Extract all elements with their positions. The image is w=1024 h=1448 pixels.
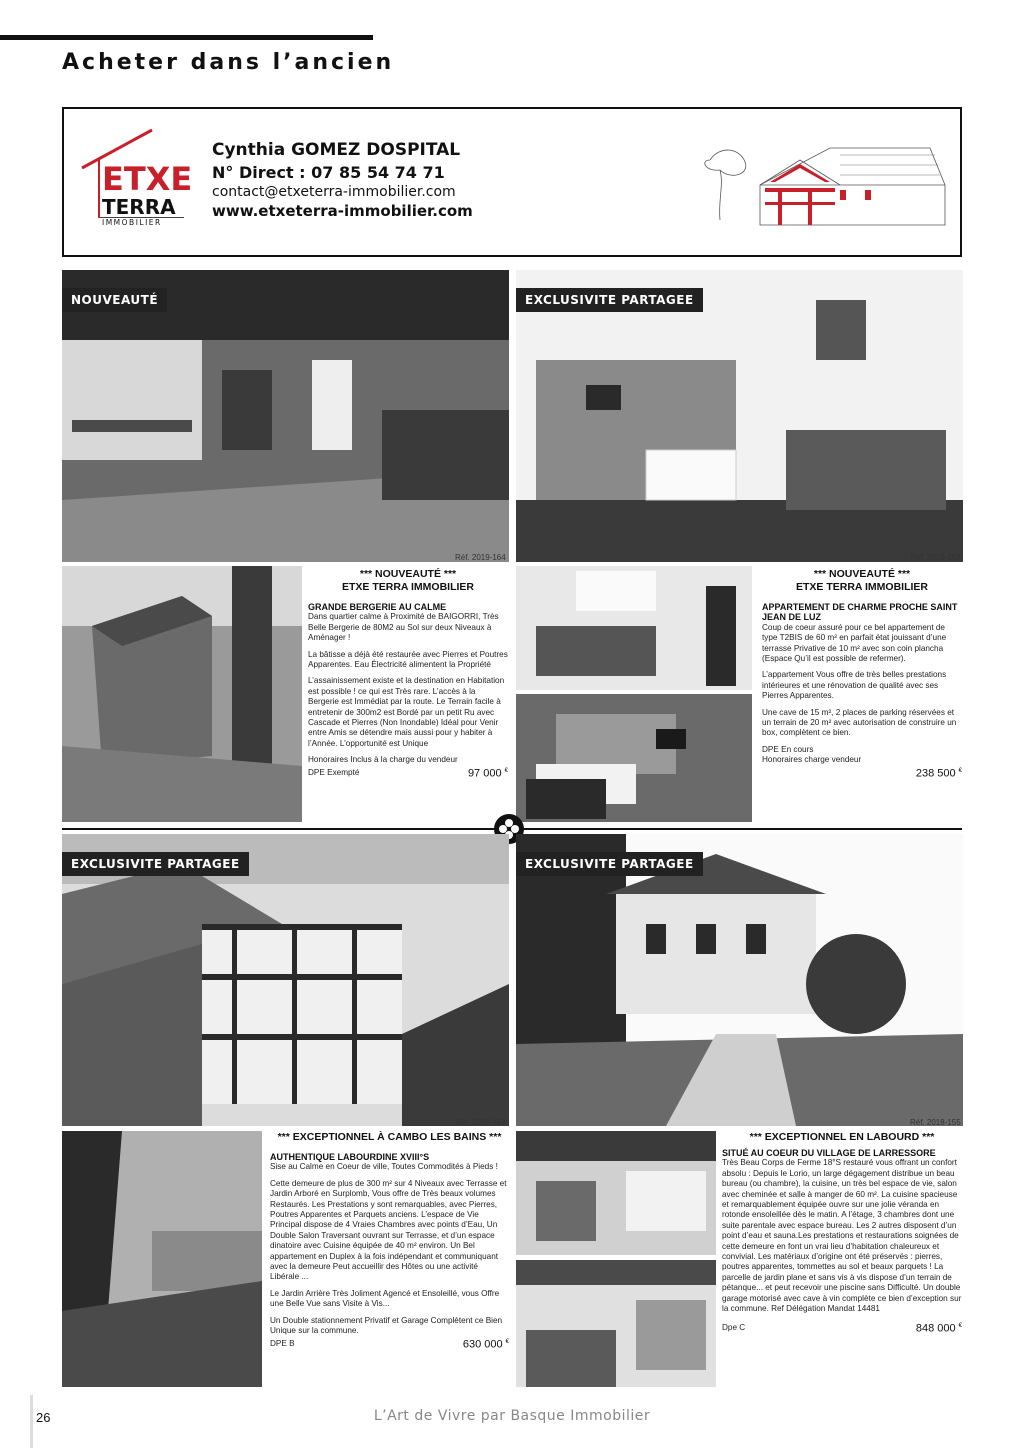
- listing-1-dpe: DPE Exempté: [308, 768, 360, 778]
- listing-1-paragraph: La bâtisse a déjà été restaurée avec Pierres et Poutres Apparentes. Eau Électricité alimentent la Propriété: [308, 649, 508, 670]
- listing-3-dpe: DPE B: [270, 1339, 295, 1349]
- agent-info: [212, 140, 473, 220]
- listing-2-header2: ETXE TERRA IMMOBILIER: [795, 581, 929, 593]
- top-rule: [0, 35, 373, 40]
- listing-4-main-photo[interactable]: [516, 834, 963, 1126]
- listing-3-price: 630 000 €: [462, 1338, 509, 1351]
- listing-3-paragraph: Cette demeure de plus de 300 m² sur 4 Niveaux avec Terrasse et Jardin Arboré en Surplomb, Vous offre de Très beaux volumes Restaurés. Les Prestations y sont remarquables, avec Pierres, Poutres Apparentes et Parquets anciens. L’espace de Vie Principal dispose de 4 Vraies Chambres avec points d’Eau, Un Double Salon Traversant ouvrant sur Terrasse, et d’un espace dinatoire avec Cuisine équipée de 40 m² environ. Un Bel appartement en Duplex à la fois indépendant et communiquant avec la demeure Peut accueillir des Hôtes ou une activité Libérale ...: [270, 1178, 507, 1282]
- agent-phone[interactable]: N° Direct : 07 85 54 74 71: [212, 163, 445, 182]
- listing-3-paragraph: Sise au Calme en Coeur de ville, Toutes Commodités à Pieds !: [270, 1162, 498, 1172]
- agent-name: Cynthia GOMEZ DOSPITAL: [212, 140, 461, 160]
- listing-1-badge: NOUVEAUTÉ: [62, 288, 167, 312]
- agency-logo: [80, 128, 190, 228]
- logo-immobilier: IMMOBILIER: [102, 218, 162, 227]
- agent-email[interactable]: contact@etxeterra-immobilier.com: [212, 184, 456, 200]
- listing-1-secondary-photo[interactable]: [62, 566, 302, 822]
- listing-4-price: 848 000 €: [915, 1322, 962, 1335]
- listing-2-fees: Honoraires charge vendeur: [762, 755, 862, 765]
- listing-4-title: SITUÉ AU COEUR DU VILLAGE DE LARRESSORE: [722, 1148, 936, 1158]
- listing-3-header1: *** EXCEPTIONNEL À CAMBO LES BAINS ***: [277, 1131, 502, 1143]
- logo-etxe: ETXE: [102, 160, 190, 198]
- listing-2-paragraph: Une cave de 15 m², 2 places de parking réservées et un terrain de 20 m² avec autorisation de construire un box, complètent ce bien.: [762, 707, 957, 738]
- listing-4-text: [722, 1131, 962, 1387]
- agent-website[interactable]: www.etxeterra-immobilier.com: [212, 202, 473, 220]
- listing-1-fees: Honoraires Inclus à la charge du vendeur: [308, 755, 458, 765]
- listing-2-header1: *** NOUVEAUTÉ ***: [813, 568, 911, 580]
- listing-2-dpe-info: DPE En cours: [762, 744, 814, 754]
- listing-2-paragraph: Coup de coeur assuré pour ce bel appartement de type T2BIS de 60 m² en parfait état jouissant d’une terrasse Privative de 10 m² avec son coin plancha (Espace Qu’il est possible de refermer).: [762, 622, 947, 664]
- listing-1-title: GRANDE BERGERIE AU CALME: [308, 602, 447, 612]
- listing-2-paragraph: L’appartement Vous offre de très belles prestations intérieures et une rénovation de qualité avec ses Pierres Apparentes.: [762, 670, 947, 701]
- listing-2-badge: EXCLUSIVITE PARTAGEE: [516, 288, 703, 312]
- listing-1-text: [308, 568, 508, 824]
- listing-2-title: APPARTEMENT DE CHARME PROCHE SAINT JEAN DE LUZ: [762, 602, 958, 623]
- listing-1-price: 97 000 €: [467, 767, 508, 780]
- listing-1-paragraph: Dans quartier calme à Proximité de BAIGORRI, Très Belle Bergerie de 80M2 au Sol sur deux Niveaux à Aménager !: [308, 612, 499, 643]
- listing-1-main-photo[interactable]: [62, 270, 509, 562]
- listing-3-paragraph: Un Double stationnement Privatif et Garage Complètent ce Bien Unique sur la commune.: [270, 1315, 503, 1336]
- listing-3-ref: Réf. 2018-157: [455, 1118, 506, 1127]
- footer-tagline: L’Art de Vivre par Basque Immobilier: [373, 1408, 651, 1424]
- listing-4-secondary-photo-2[interactable]: [516, 1260, 716, 1387]
- listing-1-paragraph: L’assainissement existe et la destination en Habitation est possible ! ce qui est Très rare. L’accès à la Bergerie est Immédiat par la route. Le Terrain facile à entretenir de 300m2 est Bordé par un petit Ru avec Cascade et Pierres (Non Inondable) Idéal pour Venir entre Amis se détendre mais aussi pour y habiter à l’Année. L’opportunité est Unique: [308, 676, 505, 748]
- listing-4-ref: Réf. 2018-155: [910, 1118, 961, 1127]
- listing-1-header2: ETXE TERRA IMMOBILIER: [341, 581, 475, 593]
- listing-4-secondary-photo-1[interactable]: [516, 1131, 716, 1255]
- listing-2-secondary-photo-2[interactable]: [516, 694, 752, 822]
- listing-2-secondary-photo-1[interactable]: [516, 566, 752, 690]
- listing-4-badge: EXCLUSIVITE PARTAGEE: [516, 852, 703, 876]
- listing-3-badge: EXCLUSIVITE PARTAGEE: [62, 852, 249, 876]
- listing-3-main-photo[interactable]: [62, 834, 509, 1126]
- farmhouse-sketch-illustration: [690, 130, 950, 235]
- listing-3-paragraph: Le Jardin Arrière Très Joliment Agencé et Ensoleillé, vous Offre une Belle Vue sans Visite à Vis...: [270, 1288, 500, 1309]
- listing-4-dpe: Dpe C: [722, 1323, 746, 1333]
- listing-1-ref: Réf. 2019-164: [455, 553, 506, 562]
- page-number: 26: [36, 1410, 51, 1425]
- listing-3-secondary-photo[interactable]: [62, 1131, 262, 1387]
- listing-2-text: [762, 568, 962, 824]
- listing-4-paragraph: Très Beau Corps de Ferme 18°S restauré vous offrant un confort absolu : Depuis le Lorio, un large dégagement distribue un beau bureau (ou chambre), la cuisine, un très bel espace de vie, salon avec cheminée et salle à manger de 60 m². La cuisine spacieuse et remarquablement équipée ouvre sur une jolie véranda en rotonde ensoleillée dès le matin. A l’étage, 3 chambres dont une suite parentale avec espace bureau. Les 2 autres disposent d’un point d’eau et sauna.Les prestations et restaurations soignées de cette demeure en font un vrai lieu d’habitation chaleureux et convivial. Les matériaux d’origine ont été préservés : pierres, poutres apparentes, tommettes au sol et beaux parquets ! La parcelle de jardin plane et sans vis à vis dispose d’un terrain de pétanque... et peut recevoir une piscine sans Difficulté. Un double garage motorisé avec cave à vin complète ce bien d’exception sur la commune. Ref Délégation Mandat 14481: [722, 1158, 962, 1314]
- listing-3-title: AUTHENTIQUE LABOURDINE XVIII°S: [270, 1152, 430, 1162]
- listing-2-ref: Réf. 2018-163: [910, 553, 961, 562]
- listing-3-text: [270, 1131, 509, 1387]
- section-title: Acheter dans l’ancien: [62, 50, 395, 75]
- listing-2-price: 238 500 €: [915, 767, 962, 780]
- logo-terra: TERRA: [102, 195, 176, 219]
- listing-2-main-photo[interactable]: [516, 270, 963, 562]
- listing-4-header1: *** EXCEPTIONNEL EN LABOURD ***: [749, 1131, 935, 1143]
- listing-1-header1: *** NOUVEAUTÉ ***: [359, 568, 457, 580]
